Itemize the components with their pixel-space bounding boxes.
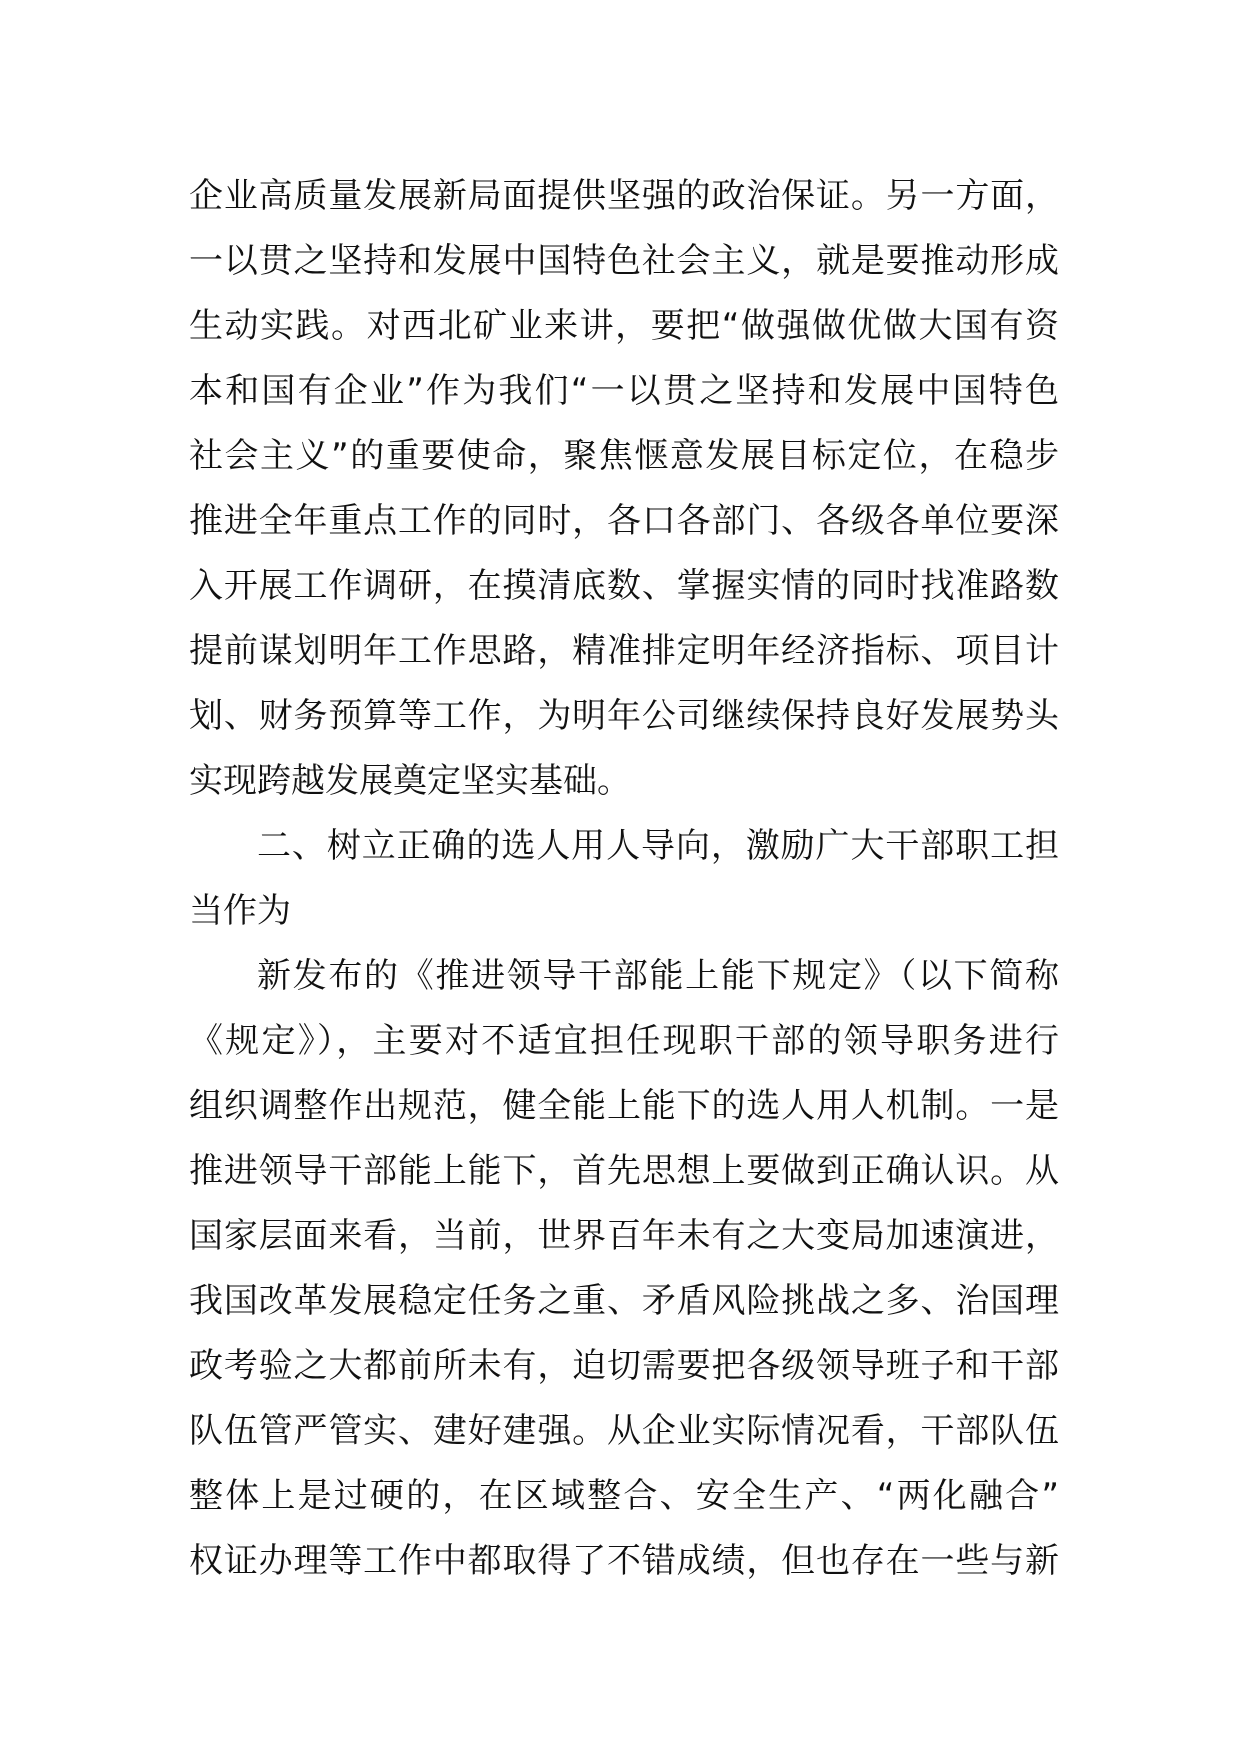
text-line: 企业高质量发展新局面提供坚强的政治保证。另一方面，: [189, 176, 1059, 216]
text-line: 本和国有企业”作为我们“一以贯之坚持和发展中国特色: [189, 371, 1059, 411]
section-heading-line: 二、树立正确的选人用人导向，激励广大干部职工担: [257, 826, 1059, 866]
text-line: 我国改革发展稳定任务之重、矛盾风险挑战之多、治国理: [189, 1281, 1059, 1321]
text-line: 政考验之大都前所未有，迫切需要把各级领导班子和干部: [189, 1346, 1059, 1386]
text-line: 划、财务预算等工作，为明年公司继续保持良好发展势头: [189, 696, 1059, 736]
text-line: 整体上是过硬的，在区域整合、安全生产、“两化融合”: [189, 1476, 1059, 1516]
section-heading-line: 当作为: [189, 891, 291, 931]
text-line: 提前谋划明年工作思路，精准排定明年经济指标、项目计: [189, 631, 1059, 671]
text-line: 组织调整作出规范，健全能上能下的选人用人机制。一是: [189, 1086, 1059, 1126]
body-text: [189, 164, 1059, 1594]
text-line: 《规定》），主要对不适宜担任现职干部的领导职务进行: [189, 1021, 1059, 1061]
text-line: 推进全年重点工作的同时，各口各部门、各级各单位要深: [189, 501, 1059, 541]
text-line: 实现跨越发展奠定坚实基础。: [189, 761, 631, 801]
text-line: 一以贯之坚持和发展中国特色社会主义，就是要推动形成: [189, 241, 1059, 281]
text-line: 权证办理等工作中都取得了不错成绩，但也存在一些与新: [189, 1541, 1059, 1581]
text-line: 社会主义”的重要使命，聚焦惬意发展目标定位，在稳步: [189, 436, 1059, 476]
text-line: 生动实践。对西北矿业来讲，要把“做强做优做大国有资: [189, 306, 1059, 346]
text-line: 推进领导干部能上能下，首先思想上要做到正确认识。从: [189, 1151, 1059, 1191]
text-line: 新发布的《推进领导干部能上能下规定》（以下简称: [257, 956, 1059, 996]
text-line: 队伍管严管实、建好建强。从企业实际情况看，干部队伍: [189, 1411, 1059, 1451]
text-line: 国家层面来看，当前，世界百年未有之大变局加速演进，: [189, 1216, 1059, 1256]
text-line: 入开展工作调研，在摸清底数、掌握实情的同时找准路数: [189, 566, 1059, 606]
